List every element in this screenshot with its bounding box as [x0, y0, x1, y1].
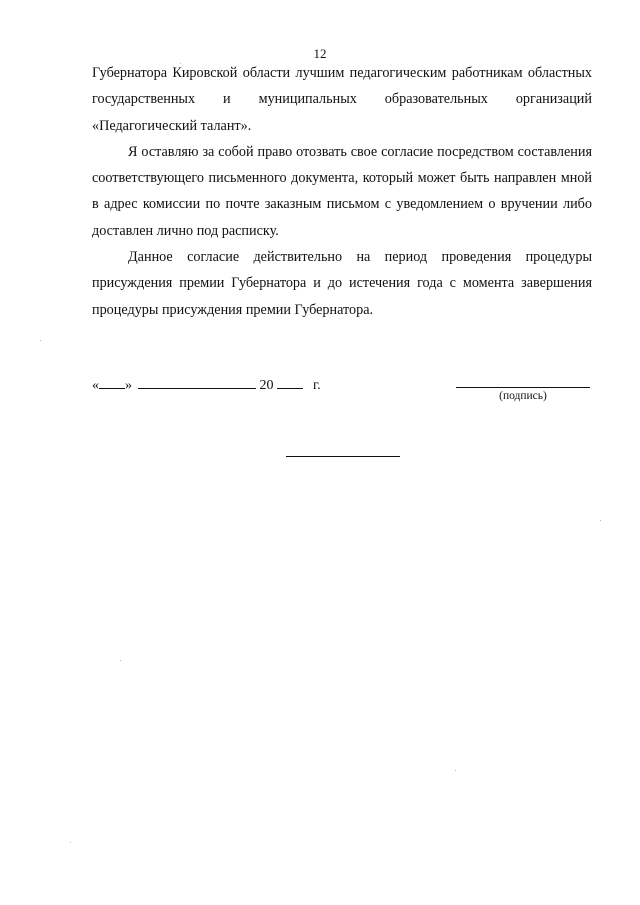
signature-caption: (подпись): [499, 390, 547, 402]
scan-speck: [600, 520, 601, 521]
paragraph-continuation: Губернатора Кировской области лучшим педагогическим работникам областных государственных и муниципальных образовательных организаций «Педагогический талант».: [92, 65, 592, 134]
paragraph-withdrawal-right: Я оставляю за собой право отозвать свое согласие посредством составления соответствующего письменного документа, который может быть направлен мной в адрес комиссии по почте заказным письмом с уведомлением о вручении либо доставлен лично под расписку.: [92, 143, 592, 239]
scan-speck: [455, 770, 456, 771]
scan-speck: [180, 63, 181, 64]
scan-speck: [40, 340, 41, 341]
signature-line: [456, 387, 590, 388]
year-prefix: 20: [259, 378, 274, 393]
paragraph-validity-period: Данное согласие действительно на период проведения процедуры присуждения премии Губернатора и до истечения года с момента завершения процедуры присуждения премии Губернатора.: [92, 249, 592, 318]
page-number: 12: [313, 46, 327, 61]
end-of-document-rule: [286, 456, 400, 457]
open-quote: «: [92, 378, 99, 393]
close-quote: »: [125, 378, 132, 393]
scan-speck: [120, 660, 121, 661]
year-blank: [277, 374, 303, 389]
month-blank: [138, 374, 256, 389]
scan-speck: [70, 842, 71, 843]
year-suffix: г.: [313, 378, 321, 393]
document-body: [92, 60, 592, 323]
date-field: [92, 374, 321, 394]
day-blank: [99, 374, 125, 389]
